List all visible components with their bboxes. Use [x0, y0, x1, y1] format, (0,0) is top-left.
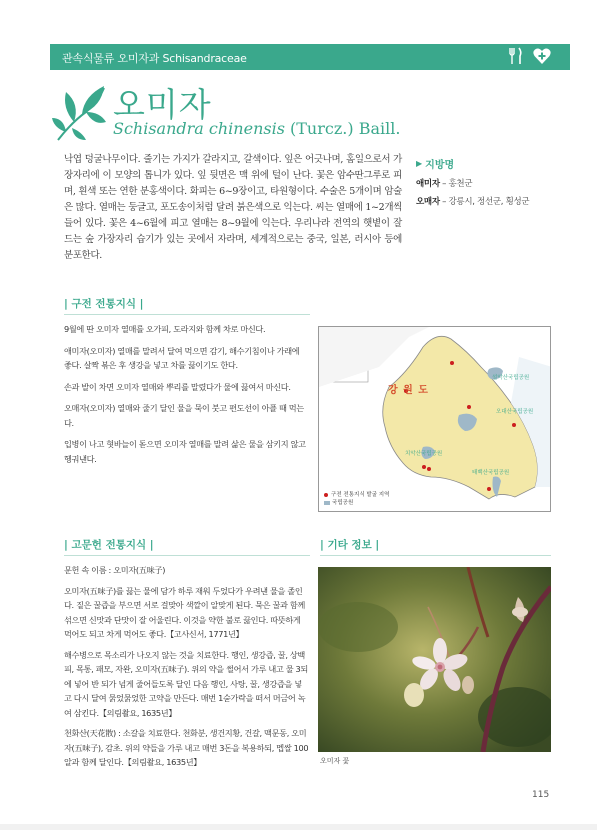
regional-name: 오매자	[416, 197, 440, 207]
author-citation: (Turcz.) Baill.	[290, 119, 401, 138]
map-legend-sites-label: 구전 전통지식 발굴 지역	[331, 492, 390, 498]
regional-places: 홍천군	[448, 179, 473, 189]
header-family: Schisandraceae	[162, 52, 247, 65]
map-label-chiak: 치악산국립공원	[405, 451, 443, 457]
gangwon-map	[318, 326, 551, 512]
flower-photo-graphic	[318, 567, 551, 752]
photo-caption: 오미자 꽃	[320, 757, 350, 765]
map-label-seorak: 설악산국립공원	[492, 375, 530, 381]
oral-knowledge-text	[64, 322, 309, 473]
map-label-odae: 오대산국립공원	[496, 409, 534, 415]
section-title-oral: | 구전 전통지식 |	[64, 298, 144, 310]
regional-places: 강릉시, 정선군, 횡성군	[448, 197, 530, 207]
genus-species: Schisandra chinensis	[113, 119, 285, 138]
map-site-dot	[450, 361, 454, 365]
page-title: 오미자	[113, 85, 212, 124]
map-site-dot	[422, 465, 426, 469]
map-site-dot	[487, 487, 491, 491]
section-title-literature: | 고문헌 전통지식 |	[64, 539, 154, 551]
heart-plus-icon	[532, 46, 552, 66]
chevron-right-icon: ▶	[416, 159, 423, 168]
literature-paragraph: 천화산(天花散) : 소갈을 치료한다. 천화분, 생건지황, 건갈, 맥문동, 오미자(五味子), 감초. 위의 약들을 가루 내고 매번 3돈을 복용하되, 멥쌀 100알과 함께 달인다.【의림촬요, 1635년】	[64, 728, 309, 767]
literature-paragraph: 문헌 속 이름 : 오미자(五味子)	[64, 565, 166, 575]
scientific-name	[113, 119, 400, 138]
header-category	[62, 50, 247, 66]
map-label-taebaek: 태백산국립공원	[472, 470, 510, 476]
regional-names-heading	[416, 156, 556, 171]
map-region-label: 강 원 도	[388, 385, 429, 396]
map-legend	[324, 491, 389, 507]
bottom-strip	[0, 824, 597, 830]
leaf-decoration-icon	[52, 82, 108, 144]
regional-name-row: 애미자 – 홍천군	[416, 179, 473, 189]
oral-paragraph: 손과 발이 차면 오미자 열매와 뿌리를 말렸다가 물에 끓여서 마신다.	[64, 381, 291, 392]
map-legend-sites	[324, 491, 389, 499]
oral-paragraph: 입병이 나고 혓바늘이 돋으면 오미자 열매를 말려 삶은 물을 삼키지 않고 헹궈낸다.	[64, 439, 306, 464]
section-divider	[64, 314, 310, 315]
section-divider	[320, 555, 551, 556]
fork-knife-icon	[506, 46, 526, 66]
map-legend-parks	[324, 499, 389, 507]
section-divider	[64, 555, 310, 556]
regional-name-row: 오매자 – 강릉시, 정선군, 횡성군	[416, 197, 530, 207]
oral-paragraph: 오매자(오미자) 열매와 줄기 달인 물을 묵이 붓고 편도선이 아플 때 먹는다.	[64, 403, 304, 428]
literature-paragraph: 오미자(五味子)를 끓는 물에 담가 하루 재워 두었다가 우려낸 물을 졸인다. 짙은 꿀즙을 부으면 서로 걸맞아 색깔이 알맞게 된다. 묵은 꿀과 함께 섞으면 신맛과 단맛이 잘 어울린다. 이것을 약한 불로 끓인다. 따뜻하게 먹어도 되고 차게 먹어도 좋다.【고사신서, 1771년】	[64, 585, 305, 639]
literature-paragraph: 해수병으로 목소리가 나오지 않는 것을 치료한다. 행인, 생강즙, 꿀, 상백피, 목통, 패모, 자완, 오미자(五味子). 위의 약을 썰어서 가루 내고 물 3되에 넣어 반 되가 넘게 줄어들도록 달인 다음 행인, 사탕, 꿀, 생강즙을 넣고 다시 달여 묽었묽었한 고약을 만든다. 매번 1숟가락을 떠서 머금어 녹여 삼킨다.【의림촬요, 1635년】	[64, 649, 308, 718]
oral-paragraph: 9월에 딴 오미자 열매를 오가피, 도라지와 함께 차로 마신다.	[64, 324, 266, 334]
header-category-ko: 관속식물류 오미자과	[62, 52, 160, 65]
page-number: 115	[532, 790, 550, 800]
regional-names-title: 지방명	[425, 160, 455, 171]
map-site-dot	[467, 405, 471, 409]
regional-name: 애미자	[416, 179, 440, 189]
map-site-dot	[427, 467, 431, 471]
section-title-other: | 기타 정보 |	[320, 539, 380, 551]
literature-knowledge-text	[64, 563, 309, 776]
map-graphic	[319, 327, 551, 512]
map-legend-parks-label: 국립공원	[332, 500, 354, 506]
map-site-dot	[512, 423, 516, 427]
regional-names	[416, 156, 556, 207]
intro-paragraph: 낙엽 덩굴나무이다. 줄기는 가지가 갈라지고, 갈색이다. 잎은 어긋나며, 홈일으로서 가장자리에 이 모양의 톱니가 있다. 잎 뒷면은 맥 위에 털이 난다. 꽃은 암수딴그루로 피며, 흰색 또는 연한 분홍색이다. 화피는 6~9장이고, 타원형이다. 수술은 5개이며 암술은 많다. 열매는 둥글고, 포도송이처럼 달려 붉은색으로 익는다. 씨는 열매에 1~2개씩 들어 있다. 꽃은 4~6월에 피고 열매는 8~9월에 익는다. 우리나라 전역의 햇볕이 잘 드는 숲 가장자리 습기가 있는 곳에서 자라며, 세계적으로는 중국, 일본, 러시아 등에 분포한다.	[64, 154, 402, 261]
flower-photo	[318, 567, 551, 752]
oral-paragraph: 애미자(오미자) 열매를 말려서 달여 먹으면 감기, 해수기침이나 가래에 좋다. 살짝 볶은 후 생강을 넣고 차를 끓이기도 한다.	[64, 345, 300, 370]
